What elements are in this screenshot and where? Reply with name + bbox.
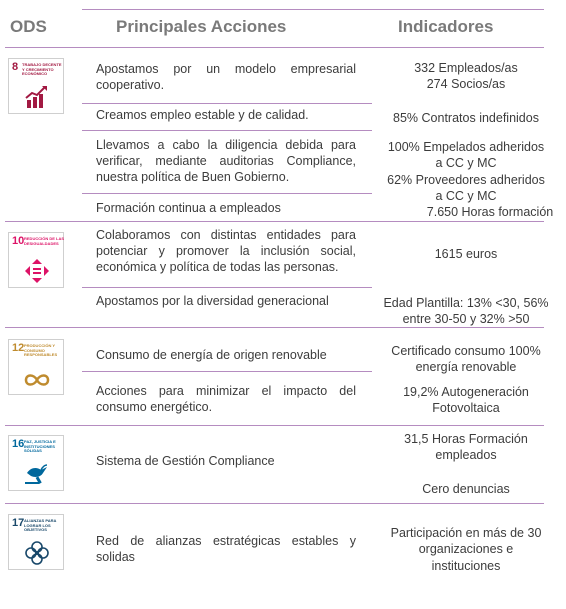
ods-17-tile — [8, 514, 64, 570]
ods-12-number: 12 — [12, 342, 25, 354]
ods-16-tile — [8, 435, 64, 491]
section-divider — [5, 425, 544, 426]
growth-chart-icon — [25, 85, 49, 109]
indicator-text: 274 Socios/as — [426, 77, 506, 91]
header-acciones: Principales Acciones — [116, 17, 287, 36]
ods-8-tile — [8, 58, 64, 114]
action-text: Colaboramos con distintas entidades para potenciar y promover la inclusión social, económica y política de todas las personas. — [96, 228, 356, 274]
indicator-text: Fotovoltaica — [432, 401, 500, 415]
indicator-text: 62% Proveedores adheridos — [387, 173, 545, 187]
action-text: Formación continua a empleados — [96, 201, 281, 215]
row-divider — [82, 371, 372, 372]
indicator-text: 85% Contratos indefinidos — [393, 111, 539, 125]
ods-12-title: PRODUCCIÓN Y CONSUMO RESPONSABLES — [24, 343, 58, 357]
action-text: Apostamos por un modelo empresarial cooperativo. — [96, 62, 356, 92]
ods-12-tile — [8, 339, 64, 395]
ods-17-title: ALIANZAS PARA LOGRAR LOS OBJETIVOS — [24, 518, 57, 532]
action-text: Apostamos por la diversidad generacional — [96, 294, 329, 308]
row-divider — [82, 193, 372, 194]
indicator-text: organizaciones e — [418, 542, 514, 556]
indicator-text: Cero denuncias — [422, 482, 510, 496]
indicator-text: 31,5 Horas Formación — [404, 432, 528, 446]
indicator-text: empleados — [435, 448, 497, 462]
infinity-loop-icon — [24, 372, 50, 388]
ods-10-number: 10 — [12, 235, 25, 247]
indicator-text: a CC y MC — [435, 189, 497, 203]
ods-16-title: PAZ, JUSTICIA E INSTITUCIONES SÓLIDAS — [24, 439, 56, 453]
ods-8-title: TRABAJO DECENTE Y CRECIMIENTO ECONÓMICO — [22, 62, 62, 76]
action-text: Acciones para minimizar el impacto del consumo energético. — [96, 384, 356, 414]
row-divider — [82, 130, 372, 131]
indicator-text: 332 Empleados/as — [414, 61, 518, 75]
partnership-rings-icon — [25, 541, 49, 565]
action-text: Sistema de Gestión Compliance — [96, 454, 275, 468]
indicator-text: energía renovable — [415, 360, 517, 374]
indicator-text: a CC y MC — [435, 156, 497, 170]
indicator-text: entre 30-50 y 32% >50 — [402, 312, 530, 326]
action-text: Consumo de energía de origen renovable — [96, 348, 327, 362]
ods-10-tile — [8, 232, 64, 288]
indicator-text: instituciones — [431, 559, 501, 573]
equality-arrows-icon — [25, 259, 49, 283]
indicator-text: 100% Empelados adheridos — [387, 140, 545, 154]
table-top-line — [82, 9, 544, 10]
row-divider — [82, 103, 372, 104]
header-indicadores: Indicadores — [398, 17, 494, 36]
section-divider — [5, 221, 544, 222]
action-text: Llevamos a cabo la diligencia debida para verificar, mediante auditorias Compliance, nuestra política de Buen Gobierno. — [96, 138, 356, 184]
indicator-text: Participación en más de 30 — [390, 526, 542, 540]
header-divider — [5, 47, 544, 48]
action-text: Creamos empleo estable y de calidad. — [96, 108, 309, 122]
row-divider — [82, 287, 372, 288]
ods-16-number: 16 — [12, 438, 25, 450]
indicator-text: Edad Plantilla: 13% <30, 56% — [383, 296, 549, 310]
indicator-text: 7.650 Horas formación — [426, 205, 554, 219]
section-divider — [5, 503, 544, 504]
indicator-text: 1615 euros — [434, 247, 498, 261]
ods-8-number: 8 — [12, 61, 19, 73]
ods-10-title: REDUCCIÓN DE LAS DESIGUALDADES — [24, 236, 65, 246]
indicator-text: Certificado consumo 100% — [391, 344, 541, 358]
header-ods: ODS — [10, 17, 47, 36]
section-divider — [5, 327, 544, 328]
dove-gavel-icon — [23, 463, 49, 487]
action-text: Red de alianzas estratégicas estables y solidas — [96, 534, 356, 564]
indicator-text: 19,2% Autogeneración — [403, 385, 529, 399]
ods-17-number: 17 — [12, 517, 25, 529]
